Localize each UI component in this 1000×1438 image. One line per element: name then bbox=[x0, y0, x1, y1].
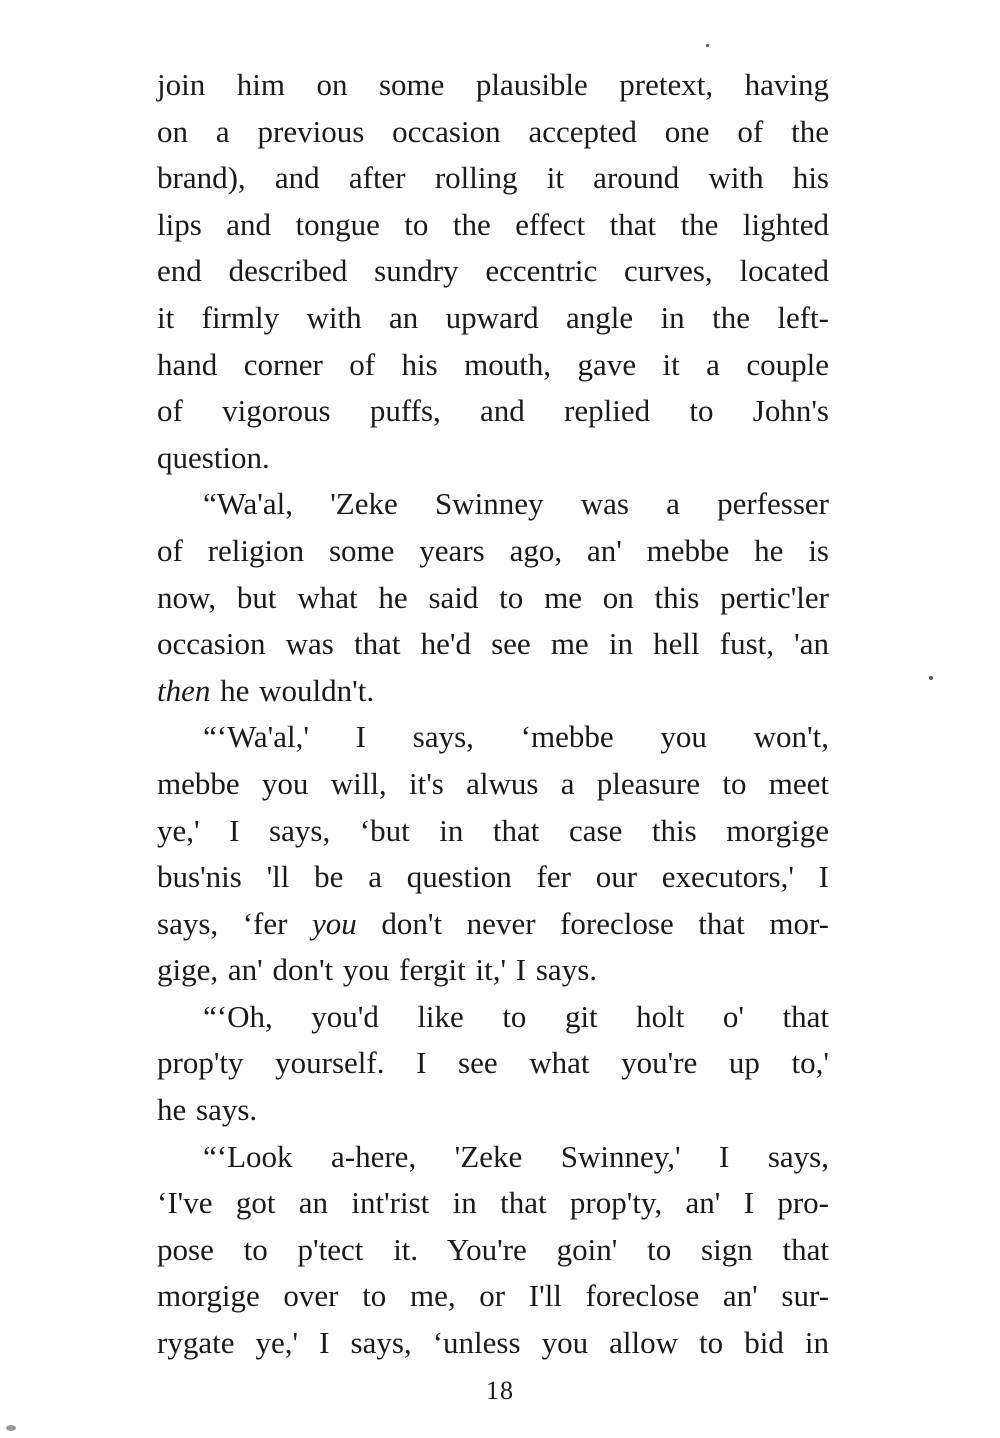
text-run: mebbe you will, it's alwus a pleasure to meet bbox=[157, 765, 829, 801]
text-run: pose to p'tect it. You're goin' to sign that bbox=[157, 1231, 829, 1267]
page-number: 18 bbox=[486, 1376, 514, 1405]
text-line bbox=[157, 295, 829, 342]
text-run: bus'nis 'll be a question fer our executors,' I bbox=[157, 859, 829, 895]
paragraph bbox=[157, 994, 829, 1134]
text-line bbox=[157, 854, 829, 901]
paragraph bbox=[157, 714, 829, 994]
text-line bbox=[157, 1320, 829, 1367]
text-run: question. bbox=[157, 439, 270, 475]
text-run: he says. bbox=[157, 1092, 258, 1128]
text-line bbox=[157, 62, 829, 109]
text-run: on a previous occasion accepted one of the bbox=[157, 113, 829, 149]
text-run: gige, an' don't you fergit it,' I says. bbox=[157, 952, 598, 988]
text-run: “‘Wa'al,' I says, ‘mebbe you won't, bbox=[203, 719, 829, 755]
text-run: “‘Look a-here, 'Zeke Swinney,' I says, bbox=[203, 1138, 829, 1174]
text-run: of religion some years ago, an' mebbe he is bbox=[157, 532, 829, 568]
text-line bbox=[157, 109, 829, 156]
paragraph bbox=[157, 481, 829, 714]
text-line bbox=[157, 528, 829, 575]
text-line bbox=[157, 1040, 829, 1087]
text-run: he wouldn't. bbox=[210, 672, 375, 708]
text-line bbox=[157, 248, 829, 295]
paragraph bbox=[157, 1134, 829, 1367]
text-run: “Wa'al, 'Zeke Swinney was a perfesser bbox=[203, 486, 829, 522]
scan-speck bbox=[929, 676, 933, 680]
text-line bbox=[157, 342, 829, 389]
text-run: you bbox=[312, 905, 357, 941]
text-run: prop'ty yourself. I see what you're up to,' bbox=[157, 1045, 829, 1081]
text-run: hand corner of his mouth, gave it a couple bbox=[157, 346, 829, 382]
text-line bbox=[157, 947, 829, 994]
text-line bbox=[157, 1134, 829, 1181]
text-line bbox=[157, 1273, 829, 1320]
text-run: it firmly with an upward angle in the left- bbox=[157, 299, 829, 335]
scan-speck bbox=[706, 44, 709, 47]
text-run: now, but what he said to me on this pertic'ler bbox=[157, 579, 829, 615]
text-line bbox=[157, 1180, 829, 1227]
text-line bbox=[157, 714, 829, 761]
text-line bbox=[157, 481, 829, 528]
text-run: ye,' I says, ‘but in that case this morgige bbox=[157, 812, 829, 848]
text-run: says, ‘fer bbox=[157, 905, 313, 941]
body-text bbox=[157, 62, 829, 1367]
text-run: then bbox=[157, 672, 211, 708]
text-run: lips and tongue to the effect that the lighted bbox=[157, 206, 829, 242]
text-line bbox=[157, 202, 829, 249]
text-run: brand), and after rolling it around with his bbox=[157, 160, 829, 196]
text-line bbox=[157, 808, 829, 855]
text-run: “‘Oh, you'd like to git holt o' that bbox=[203, 998, 829, 1034]
text-run: occasion was that he'd see me in hell fust, 'an bbox=[157, 626, 829, 662]
text-line bbox=[157, 1227, 829, 1274]
text-line bbox=[157, 668, 829, 715]
text-line bbox=[157, 901, 829, 948]
text-line bbox=[157, 621, 829, 668]
text-run: ‘I've got an int'rist in that prop'ty, an' I pro- bbox=[157, 1185, 829, 1221]
paragraph bbox=[157, 62, 829, 481]
text-line bbox=[157, 575, 829, 622]
scan-speck bbox=[6, 1425, 16, 1431]
text-line bbox=[157, 388, 829, 435]
text-run: join him on some plausible pretext, having bbox=[157, 67, 829, 102]
text-run: end described sundry eccentric curves, located bbox=[157, 253, 829, 289]
text-run: rygate ye,' I says, ‘unless you allow to bid in bbox=[157, 1325, 829, 1361]
text-line bbox=[157, 761, 829, 808]
text-line bbox=[157, 994, 829, 1041]
text-run: don't never foreclose that mor- bbox=[356, 905, 830, 941]
text-line bbox=[157, 155, 829, 202]
text-line bbox=[157, 1087, 829, 1134]
text-run: of vigorous puffs, and replied to John's bbox=[157, 393, 829, 429]
text-run: morgige over to me, or I'll foreclose an' sur- bbox=[157, 1278, 829, 1314]
text-line bbox=[157, 435, 829, 482]
